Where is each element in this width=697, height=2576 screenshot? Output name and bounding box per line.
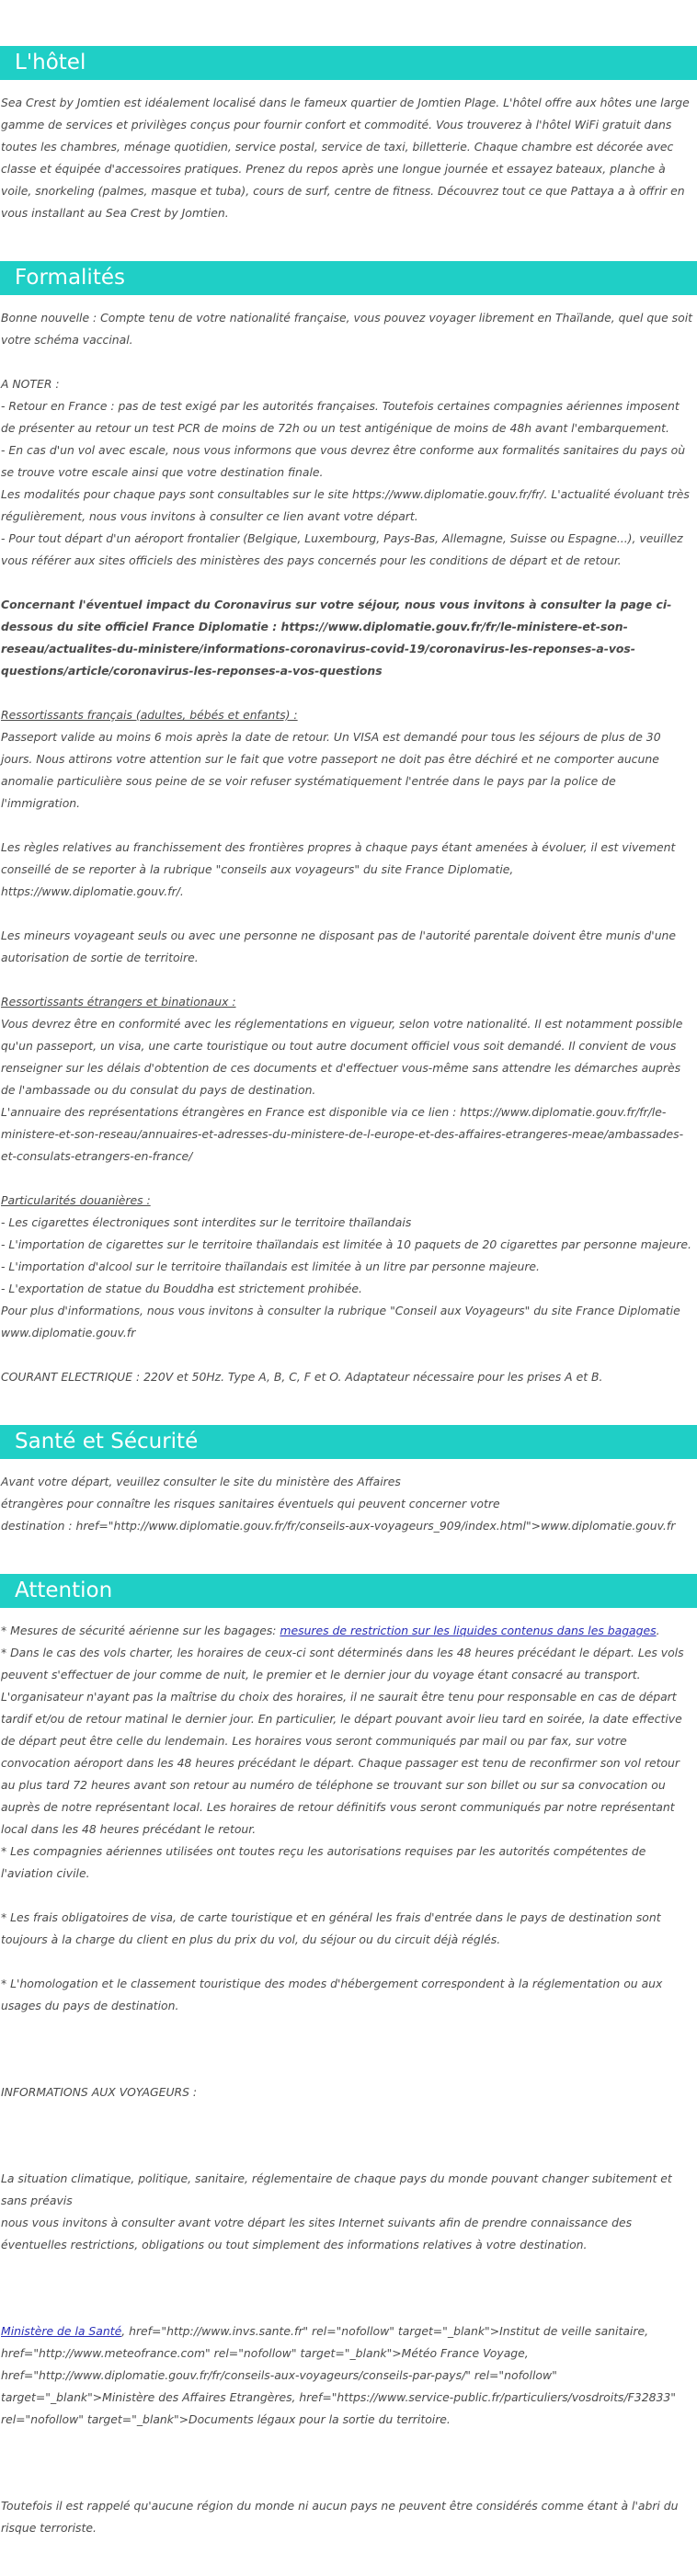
liquides-restriction-link[interactable]: mesures de restriction sur les liquides contenus dans les bagages (280, 1624, 657, 1637)
a-noter-title: A NOTER : (1, 377, 60, 391)
sante-line: étrangères pour connaître les risques sanitaires éventuels qui peuvent concerner votre (1, 1497, 500, 1510)
risque-terroriste-text: Toutefois il est rappelé qu'aucune région du monde ni aucun pays ne peuvent être considérés comme étant à l'abri du risque terroriste. (1, 2499, 679, 2535)
formalites-section (0, 261, 697, 1388)
attention-body (0, 1620, 697, 2539)
hotel-description: Sea Crest by Jomtien est idéalement localisé dans le fameux quartier de Jomtien Plage. L'hôtel offre aux hôtes une large gamme de services et privilèges conçus pour fournir confort et commodité. Vous trouverez à l'hôtel WiFi gratuit dans toutes les chambres, ménage quotidien, service postal, service de taxi, billetterie. Chaque chambre est décorée avec classe et équipée d'accessoires pratiques. Prenez du repos après une longue journée et essayez bateaux, planche à voile, snorkeling (palmes, masque et tuba), cours de surf, centre de fitness. Découvrez tout ce que Pattaya a à offrir en vous installant au Sea Crest by Jomtien. (1, 96, 690, 220)
homologation-text: * L'homologation et le classement touristique des modes d'hébergement correspondent à la réglementation ou aux usages du pays de destination. (1, 1977, 663, 2012)
douane-line: - L'importation d'alcool sur le territoire thaïlandais est limitée à un litre par personne majeure. (1, 1260, 540, 1273)
courant-electrique-text: COURANT ELECTRIQUE : 220V et 50Hz. Type A, B, C, F et O. Adaptateur nécessaire pour les prises A et B. (1, 1370, 603, 1384)
mesures-prefix: * Mesures de sécurité aérienne sur les bagages: (1, 1624, 280, 1637)
ressortissants-etrangers-title: Ressortissants étrangers et binationaux : (1, 995, 236, 1009)
sante-heading: Santé et Sécurité (0, 1425, 697, 1459)
mesures-suffix: . (656, 1624, 660, 1637)
informations-voyageurs-title: INFORMATIONS AUX VOYAGEURS : (1, 2085, 198, 2099)
a-noter-line: - En cas d'un vol avec escale, nous vous informons que vous devrez être conforme aux formalités sanitaires du pays où se trouve votre escale ainsi que votre destination finale. (1, 443, 686, 479)
a-noter-line: - Retour en France : pas de test exigé par les autorités françaises. Toutefois certaines compagnies aériennes imposent de présenter au retour un test PCR de moins de 72h ou un test antigénique de moins de 48h avant l'embarquement. (1, 399, 680, 435)
mesures-securite-line (1, 1620, 695, 1642)
ministere-links-rest: , href="http://www.invs.sante.fr" rel="nofollow" target="_blank">Institut de veille sanitaire, href="http://www.meteofrance.com" rel="nofollow" target="_blank">Météo France Voyage, href="http://www.diplomatie.gouv.fr/fr/conseils-aux-voyageurs/conseils-par-pays/" rel="nofollow" target="_blank">Ministère des Affaires Etrangères, href="https://www.service-public.fr/particuliers/vosdroits/F32833" rel="nofollow" target="_blank">Documents légaux pour la sortie du territoire. (1, 2324, 676, 2426)
douane-line: - Les cigarettes électroniques sont interdites sur le territoire thaïlandais (1, 1215, 412, 1229)
attention-heading: Attention (0, 1574, 697, 1608)
sante-line: Avant votre départ, veuillez consulter le site du ministère des Affaires (1, 1475, 401, 1488)
mineurs-text: Les mineurs voyageant seuls ou avec une personne ne disposant pas de l'autorité parentale doivent être munis d'une autorisation de sortie de territoire. (1, 929, 677, 964)
ressortissants-francais-text: Passeport valide au moins 6 mois après la date de retour. Un VISA est demandé pour tous les séjours de plus de 30 jours. Nous attirons votre attention sur le fait que votre passeport ne doit pas être déchiré et ne comporter aucune anomalie particulière sous peine de se voir refuser systématiquement l'entrée dans le pays par la police de l'immigration. (1, 730, 661, 810)
hotel-section (0, 46, 697, 224)
sante-section (0, 1425, 697, 1537)
sante-line: destination : href="http://www.diplomatie.gouv.fr/fr/conseils-aux-voyageurs_909/index.html">www.diplomatie.gouv.fr (1, 1519, 676, 1533)
regles-frontieres-text: Les règles relatives au franchissement des frontières propres à chaque pays étant amenées à évoluer, il est vivement conseillé de se reporter à la rubrique "conseils aux voyageurs" du site France Diplomatie, https://www.diplomatie.gouv.fr/. (1, 840, 676, 898)
ressortissants-francais-title: Ressortissants français (adultes, bébés et enfants) : (1, 708, 298, 722)
douane-line: - L'importation de cigarettes sur le territoire thaïlandais est limitée à 10 paquets de 20 cigarettes par personne majeure. (1, 1237, 691, 1251)
douane-title: Particularités douanières : (1, 1193, 151, 1207)
sante-body (0, 1471, 697, 1537)
attention-section (0, 1574, 697, 2539)
douane-line: Pour plus d'informations, nous vous invitons à consulter la rubrique "Conseil aux Voyageurs" du site France Diplomatie www.diplomatie.gouv.fr (1, 1304, 680, 1339)
situation-line: La situation climatique, politique, sanitaire, réglementaire de chaque pays du monde pouvant changer subitement et sans préavis (1, 2171, 672, 2207)
annuaire-text: L'annuaire des représentations étrangères en France est disponible via ce lien : https://www.diplomatie.gouv.fr/fr/le-ministere-et-son-reseau/annuaires-et-adresses-du-ministere-de-l-europe-et-des-affaires-etrangeres-meae/ambassades-et-consulats-etrangers-en-france/ (1, 1105, 684, 1163)
ministere-links-text (1, 2320, 695, 2431)
a-noter-line: - Pour tout départ d'un aéroport frontalier (Belgique, Luxembourg, Pays-Bas, Allemagne, Suisse ou Espagne...), veuillez vous référer aux sites officiels des ministères des pays concernés pour les conditions de départ et de retour. (1, 531, 683, 567)
frais-text: * Les frais obligatoires de visa, de carte touristique et en général les frais d'entrée dans le pays de destination sont toujours à la charge du client en plus du prix du vol, du séjour ou du circuit déjà réglés. (1, 1910, 661, 1946)
ministere-sante-link[interactable]: Ministère de la Santé (1, 2324, 122, 2338)
formalites-heading: Formalités (0, 261, 697, 295)
compagnies-text: * Les compagnies aériennes utilisées ont toutes reçu les autorisations requises par les autorités compétentes de l'aviation civile. (1, 1844, 646, 1880)
vols-charter-text: * Dans le cas des vols charter, les horaires de ceux-ci sont déterminés dans les 48 heures précédant le départ. Les vols peuvent s'effectuer de jour comme de nuit, le premier et le dernier jour du voyage étant consacré au transport. L'organisateur n'ayant pas la maîtrise du choix des horaires, il ne saurait être tenu pour responsable en cas de départ tardif et/ou de retour matinal le dernier jour. En particulier, le départ pouvant avoir lieu tard en soirée, la date effective de départ peut être celle du lendemain. Les horaires vous seront communiqués par mail ou par fax, sur votre convocation aéroport dans les 48 heures précédant le départ. Chaque passager est tenu de reconfirmer son vol retour au plus tard 72 heures avant son retour au numéro de téléphone se trouvant sur son billet ou sur sa convocation ou auprès de notre représentant local. Les horaires de retour définitifs vous seront communiqués par notre représentant local dans les 48 heures précédant le retour. (1, 1646, 684, 1836)
hotel-body (0, 92, 697, 224)
ressortissants-etrangers-text: Vous devrez être en conformité avec les réglementations en vigueur, selon votre nationalité. Il est notamment possible qu'un passeport, un visa, une carte touristique ou tout autre document officiel vous soit demandé. Il convient de vous renseigner sur les délais d'obtention de ces documents et d'effectuer vous-même sans attendre les démarches auprès de l'ambassade ou du consulat du pays de destination. (1, 1017, 683, 1097)
hotel-heading: L'hôtel (0, 46, 697, 80)
douane-line: - L'exportation de statue du Bouddha est strictement prohibée. (1, 1282, 362, 1295)
bonne-nouvelle-text: Bonne nouvelle : Compte tenu de votre nationalité française, vous pouvez voyager librement en Thaïlande, quel que soit votre schéma vaccinal. (1, 311, 692, 347)
a-noter-line: Les modalités pour chaque pays sont consultables sur le site https://www.diplomatie.gouv.fr/fr/. L'actualité évoluant très régulièrement, nous vous invitons à consulter ce lien avant votre départ. (1, 487, 690, 523)
situation-line: nous vous invitons à consulter avant votre départ les sites Internet suivants afin de prendre connaissance des éventuelles restrictions, obligations ou tout simplement des informations relatives à votre destination. (1, 2216, 633, 2251)
formalites-body (0, 307, 697, 1388)
coronavirus-notice: Concernant l'éventuel impact du Coronavirus sur votre séjour, nous vous invitons à consulter la page ci-dessous du site officiel France Diplomatie : https://www.diplomatie.gouv.fr/fr/le-ministere-et-son-reseau/actualites-du-ministere/informations-coronavirus-covid-19/coronavirus-les-reponses-a-vos-questions/article/coronavirus-les-reponses-a-vos-questions (1, 598, 672, 678)
